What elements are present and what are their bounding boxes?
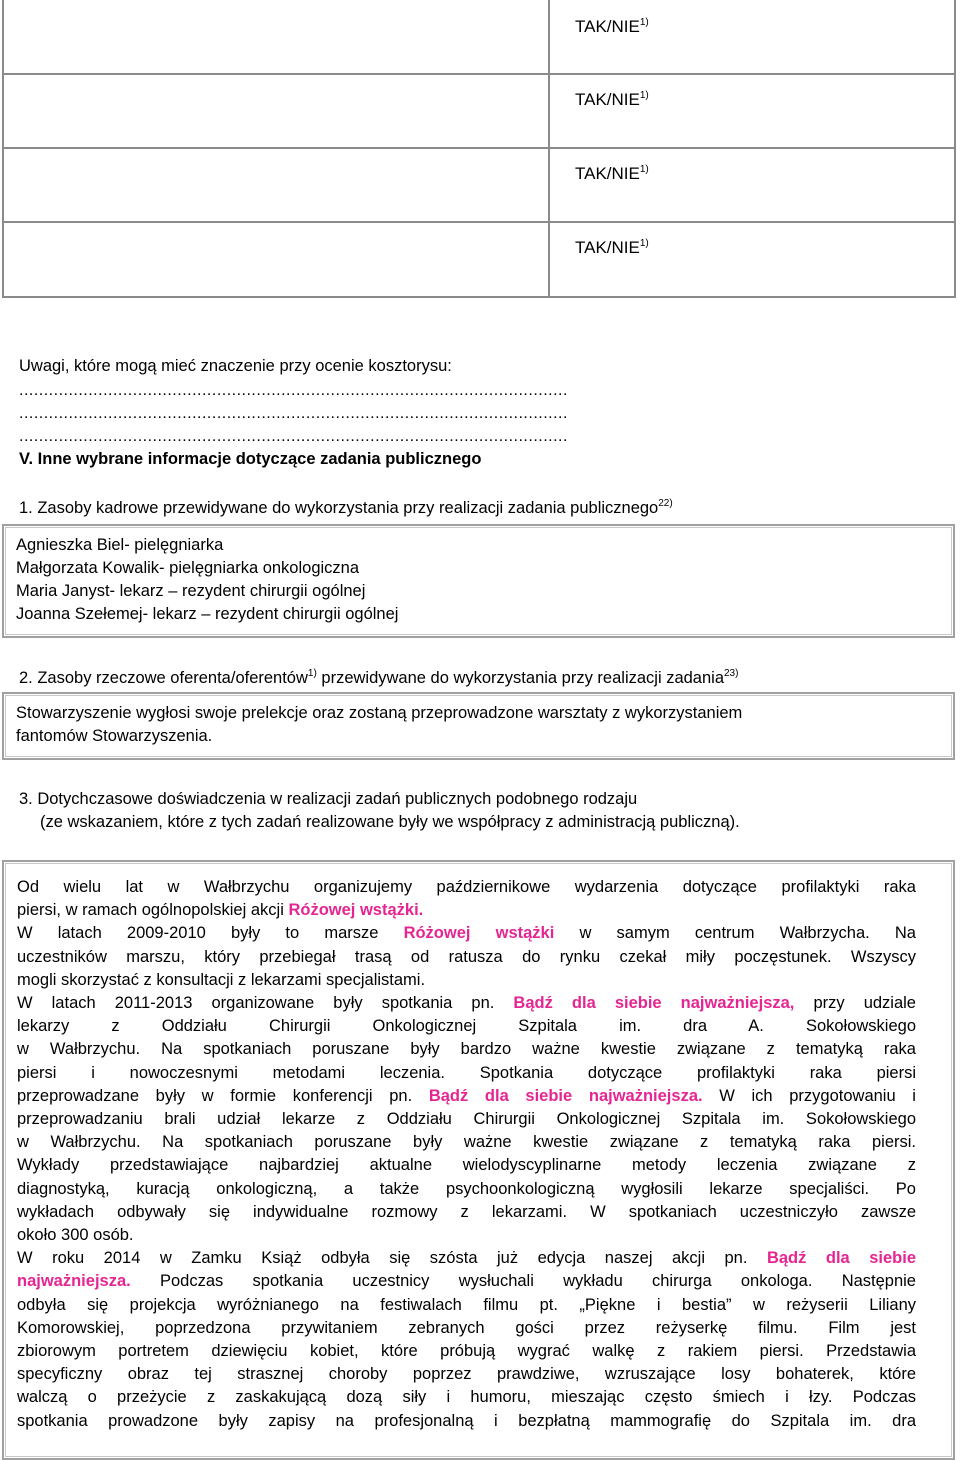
item3-subtitle: (ze wskazaniem, które z tych zadań realizowane były we współpracy z administracją publiczną). [40, 813, 740, 831]
remarks-dotted-line: ............................................................................................................... [19, 405, 568, 422]
item2-title: 2. Zasoby rzeczowe oferenta/oferentów$^{1)}$ przewidywane do wykorzystania przy realizacji zadania$^{23)}$ [19, 668, 739, 687]
staff-member: Joanna Szełemej- lekarz – rezydent chirurgii ogólnej [16, 605, 399, 623]
experience-line: spotkania prowadzone były zapisy na profesjonalną i bezpłatną mammografię do Szpitala im. dra [17, 1411, 916, 1430]
remarks-dotted-line: ............................................................................................................... [19, 382, 568, 399]
experience-line: w Wałbrzychu. Na spotkaniach poruszane były bardzo ważne kwestie związane z tematyką raka [17, 1040, 916, 1059]
experience-line: około 300 osób. [17, 1226, 134, 1245]
experience-line: walczą o przeżycie z zaskakującą dozą siły i humoru, mieszając często śmiech i łzy. Podczas [17, 1388, 916, 1407]
remarks-dotted-line: ............................................................................................................... [19, 428, 568, 445]
experience-line: diagnostyką, kuracją onkologiczną, a także psychoonkologiczną wygłosili lekarze specjaliści. Po [17, 1179, 916, 1198]
experience-line: wykładach odbywały się indywidualne rozmowy z lekarzami. W spotkaniach uczestniczyło zawsze [17, 1202, 916, 1221]
experience-line: lekarzy z Oddziału Chirurgii Onkologicznej Szpitala im. dra A. Sokołowskiego [17, 1017, 916, 1036]
experience-line: w Wałbrzychu. Na spotkaniach poruszane były ważne kwestie związane z tematyką raka piersi. [17, 1133, 916, 1152]
section-v-title: V. Inne wybrane informacje dotyczące zadania publicznego [19, 450, 482, 468]
experience-line: piersi i nowoczesnymi metodami leczenia. Spotkania dotyczące profilaktyki raka piersi [17, 1063, 916, 1082]
remarks-heading: Uwagi, które mogą mieć znaczenie przy ocenie kosztorysu: [19, 357, 452, 375]
yes-no-answer: TAK/NIE$^{1)}$ [575, 238, 649, 257]
campaign-name: najważniejsza. [17, 1272, 131, 1291]
table-row-divider [4, 221, 954, 223]
resources-text: fantomów Stowarzyszenia. [16, 727, 213, 745]
experience-line: W latach 2009-2010 były to marsze Różowej wstążki w samym centrum Wałbrzycha. Na [17, 924, 916, 943]
campaign-name: Bądź dla siebie najważniejsza. [428, 1086, 703, 1105]
experience-line: przeprowadzane były w formie konferencji pn. Bądź dla siebie najważniejsza. W ich przygotowaniu i [17, 1086, 916, 1105]
experience-box [2, 860, 955, 1460]
experience-line: Wykłady przedstawiające najbardziej aktualne wielodyscyplinarne metody leczenia związane z [17, 1156, 916, 1175]
item1-title: 1. Zasoby kadrowe przewidywane do wykorzystania przy realizacji zadania publicznego$^{22)}$ [19, 498, 673, 517]
experience-line: przeprowadzaniu brali udział lekarze z Oddziału Chirurgii Onkologicznej Szpitala im. Sokołowskiego [17, 1110, 916, 1129]
staff-member: Maria Janyst- lekarz – rezydent chirurgii ogólnej [16, 582, 366, 600]
experience-line: najważniejsza. Podczas spotkania uczestnicy wysłuchali wykładu chirurga onkologa. Następnie [17, 1272, 916, 1291]
campaign-name: Różowej wstążki [403, 924, 555, 943]
table-row-divider [4, 147, 954, 149]
campaign-name: Bądź dla siebie najważniejsza, [513, 994, 795, 1013]
experience-line: zbiorowym portretem dziewięciu kobiet, które próbują wygrać walkę z rakiem piersi. Przedstawia [17, 1342, 916, 1361]
experience-line: odbyła się projekcja wyróżnianego na festiwalach filmu pt. „Piękne i bestia” w reżyserii Liliany [17, 1295, 916, 1314]
resources-box [2, 692, 955, 760]
campaign-name: Bądź dla siebie [766, 1249, 916, 1268]
experience-line: specyficzny obraz tej strasznej choroby poprzez prawdziwe, wzruszające losy bohaterek, które [17, 1365, 916, 1384]
experience-line: W roku 2014 w Zamku Książ odbyła się szósta już edycja naszej akcji pn. Bądź dla siebie [17, 1249, 916, 1268]
staff-member: Agnieszka Biel- pielęgniarka [16, 536, 224, 554]
table-row-divider [4, 73, 954, 75]
item3-title: 3. Dotychczasowe doświadczenia w realizacji zadań publicznych podobnego rodzaju [19, 790, 638, 808]
footnote-marker: 23) [724, 668, 739, 679]
experience-line: mogli skorzystać z konsultacji z lekarzami specjalistami. [17, 970, 426, 989]
footnote-marker: 22) [658, 498, 673, 509]
experience-line: W latach 2011-2013 organizowane były spotkania pn. Bądź dla siebie najważniejsza, przy udziale [17, 994, 916, 1013]
staff-member: Małgorzata Kowalik- pielęgniarka onkologiczna [16, 559, 360, 577]
campaign-name: Różowej wstążki. [288, 901, 424, 920]
experience-line: Komorowskiej, poprzedzona przywitaniem zebranych gości przez reżyserkę filmu. Film jest [17, 1318, 916, 1337]
experience-line: Od wielu lat w Wałbrzychu organizujemy październikowe wydarzenia dotyczące profilaktyki raka [17, 878, 916, 896]
staff-box [2, 524, 955, 638]
experience-text [17, 876, 916, 1433]
experience-line: uczestników marszu, który przebiegał trasą od ratusza do rynku czekał miły poczęstunek. Wszyscy [17, 947, 916, 966]
footnote-marker: 1) [307, 668, 317, 679]
yes-no-answer: TAK/NIE$^{1)}$ [575, 90, 649, 109]
yes-no-table [2, 0, 956, 298]
resources-text: Stowarzyszenie wygłosi swoje prelekcje oraz zostaną przeprowadzone warsztaty z wykorzystaniem [16, 704, 743, 722]
yes-no-answer: TAK/NIE$^{1)}$ [575, 17, 649, 36]
experience-line: piersi, w ramach ogólnopolskiej akcji Różowej wstążki. [17, 901, 424, 920]
yes-no-answer: TAK/NIE$^{1)}$ [575, 164, 649, 183]
